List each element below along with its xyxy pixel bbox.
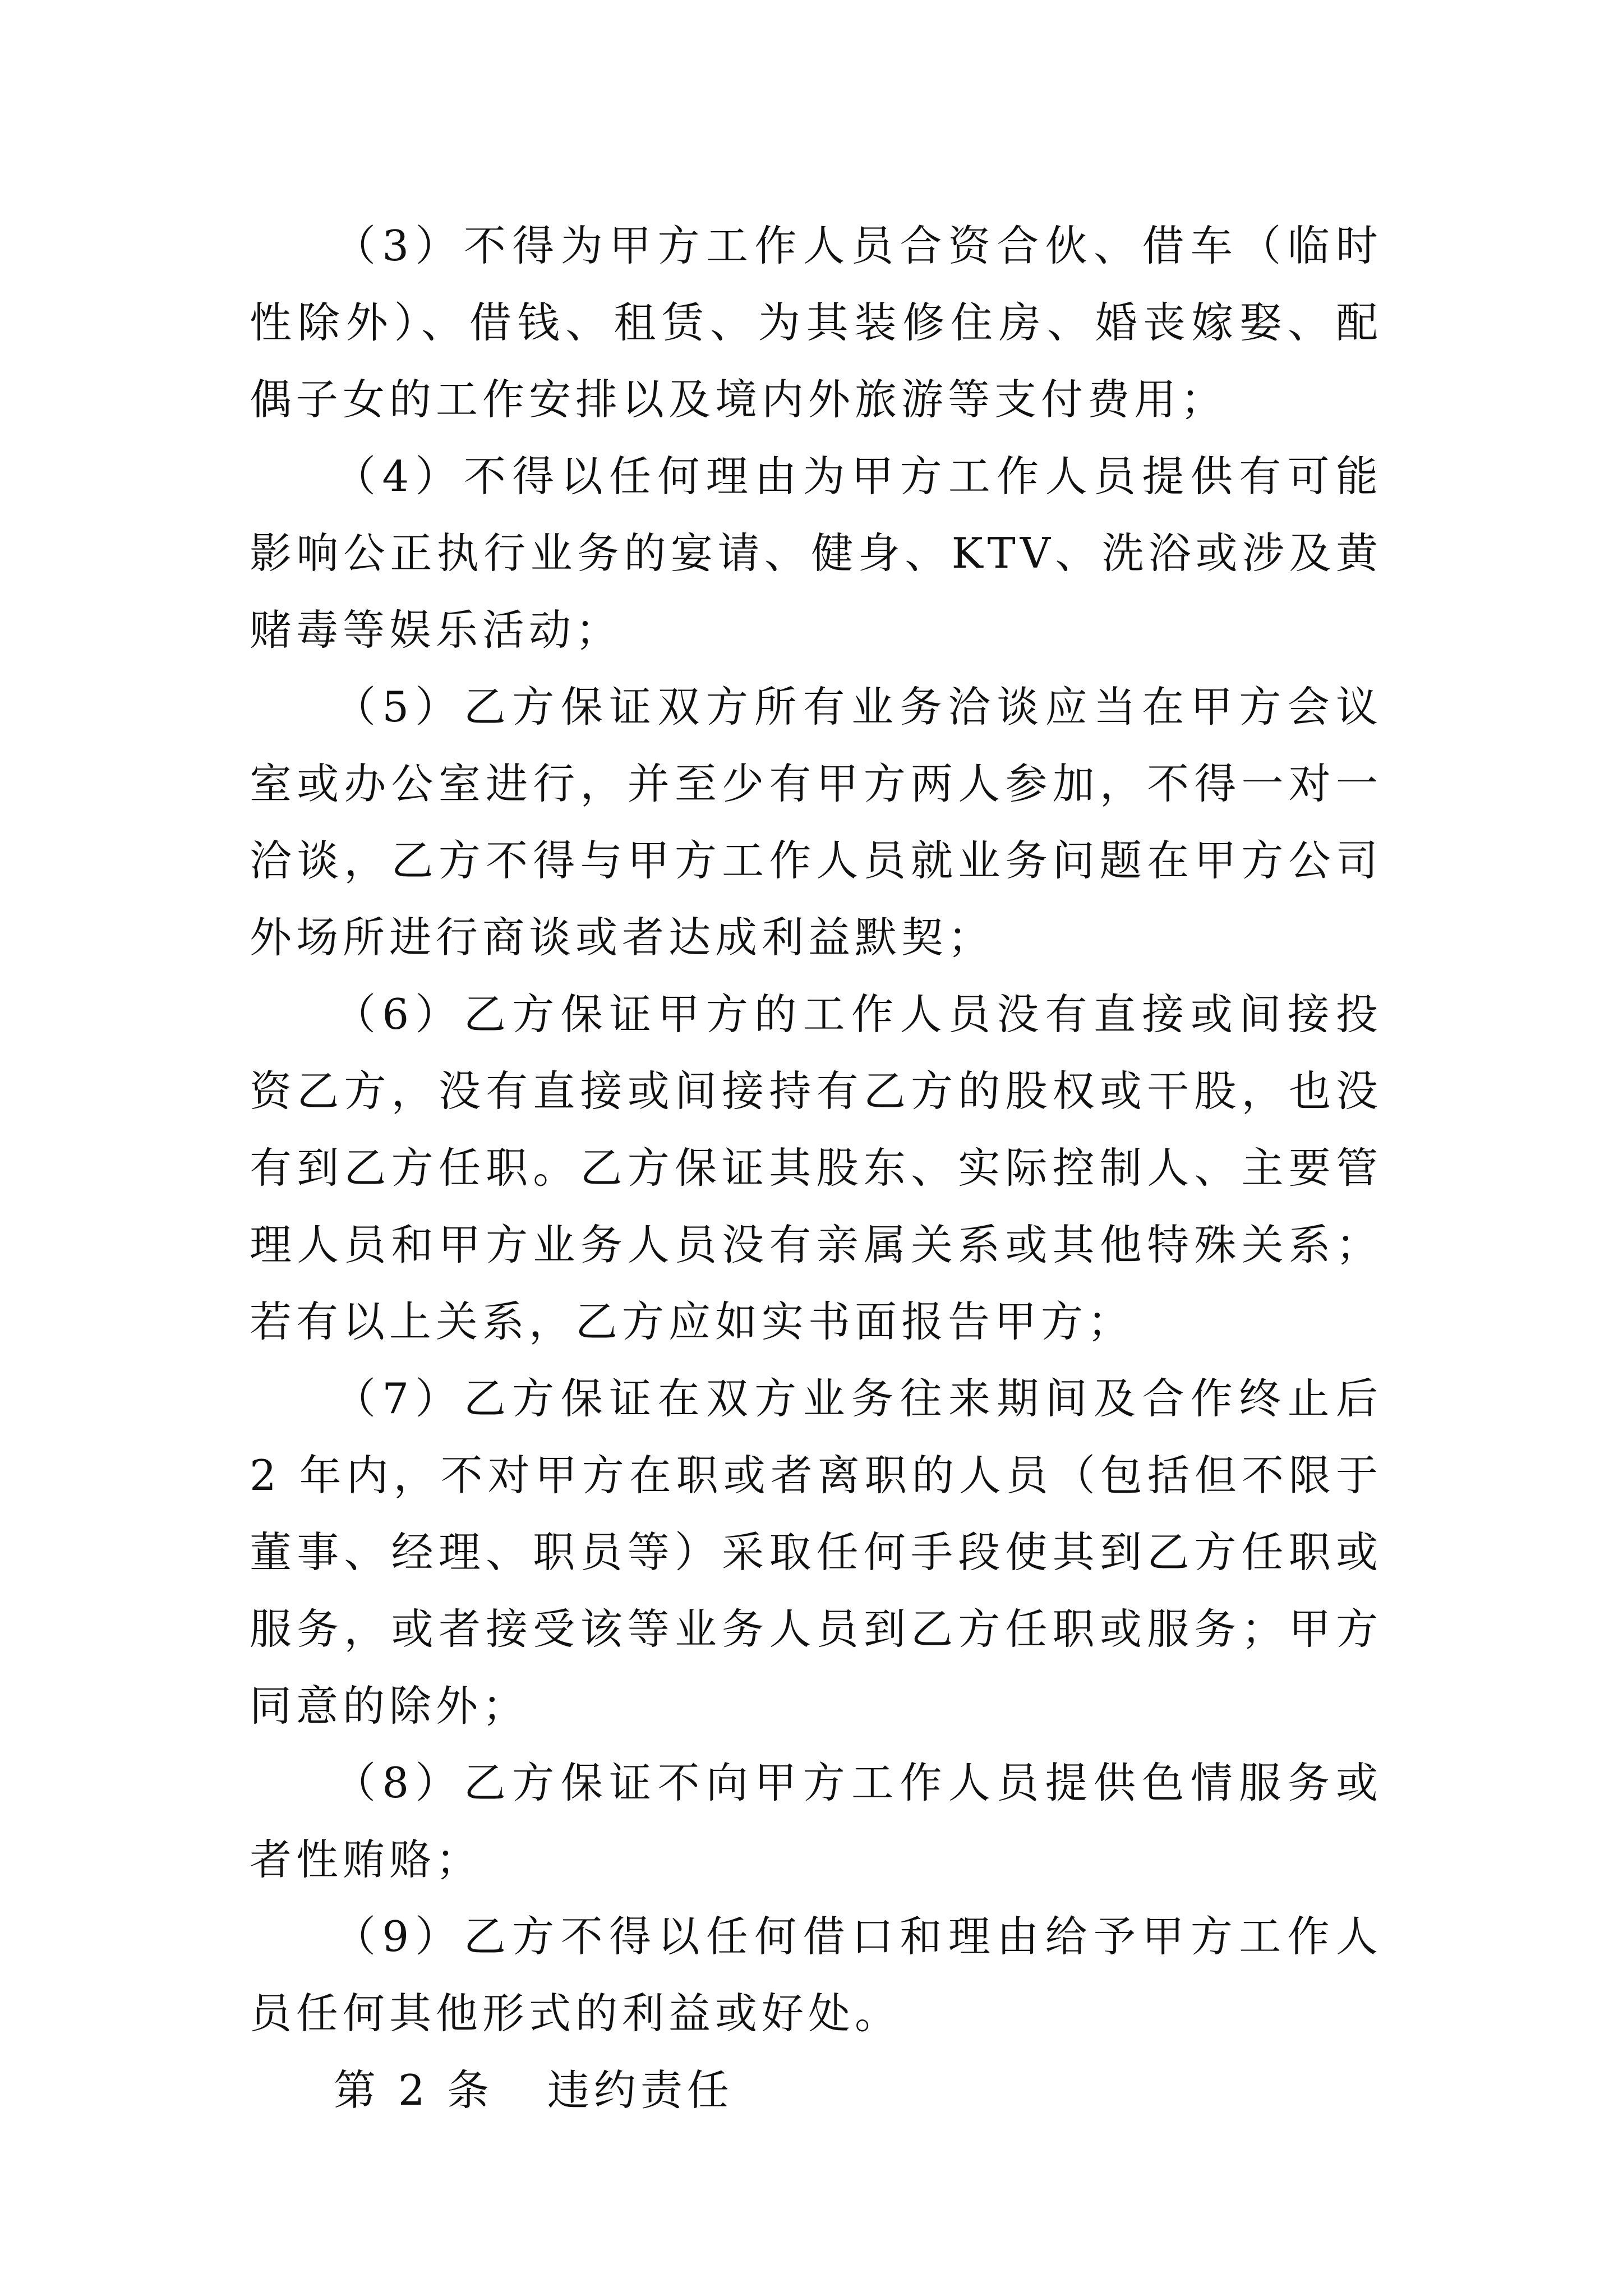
clause-4: （4）不得以任何理由为甲方工作人员提供有可能影响公正执行业务的宴请、健身、KTV、洗浴或涉及黄赌毒等娱乐活动； — [250, 452, 1382, 655]
section-heading-article-2: 第 2 条 违约责任 — [334, 2065, 734, 2115]
clause-6: （6）乙方保证甲方的工作人员没有直接或间接投资乙方，没有直接或间接持有乙方的股权或干股，也没有到乙方任职。乙方保证其股东、实际控制人、主要管理人员和甲方业务人员没有亲属关系或其他特殊关系；若有以上关系，乙方应如实书面报告甲方； — [250, 990, 1382, 1346]
clause-3: （3）不得为甲方工作人员合资合伙、借车（临时性除外）、借钱、租赁、为其装修住房、婚丧嫁娶、配偶子女的工作安排以及境内外旅游等支付费用； — [250, 221, 1382, 424]
clause-7: （7）乙方保证在双方业务往来期间及合作终止后 2 年内，不对甲方在职或者离职的人员（包括但不限于董事、经理、职员等）采取任何手段使其到乙方任职或服务，或者接受该等业务人员到乙方任职或服务；甲方同意的除外； — [250, 1374, 1382, 1731]
clause-5: （5）乙方保证双方所有业务洽谈应当在甲方会议室或办公室进行，并至少有甲方两人参加，不得一对一洽谈，乙方不得与甲方工作人员就业务问题在甲方公司外场所进行商谈或者达成利益默契； — [250, 682, 1382, 962]
clause-9: （9）乙方不得以任何借口和理由给予甲方工作人员任何其他形式的利益或好处。 — [250, 1912, 1382, 2038]
document-body — [250, 208, 1382, 2129]
clause-8: （8）乙方保证不向甲方工作人员提供色情服务或者性贿赂； — [250, 1758, 1382, 1884]
